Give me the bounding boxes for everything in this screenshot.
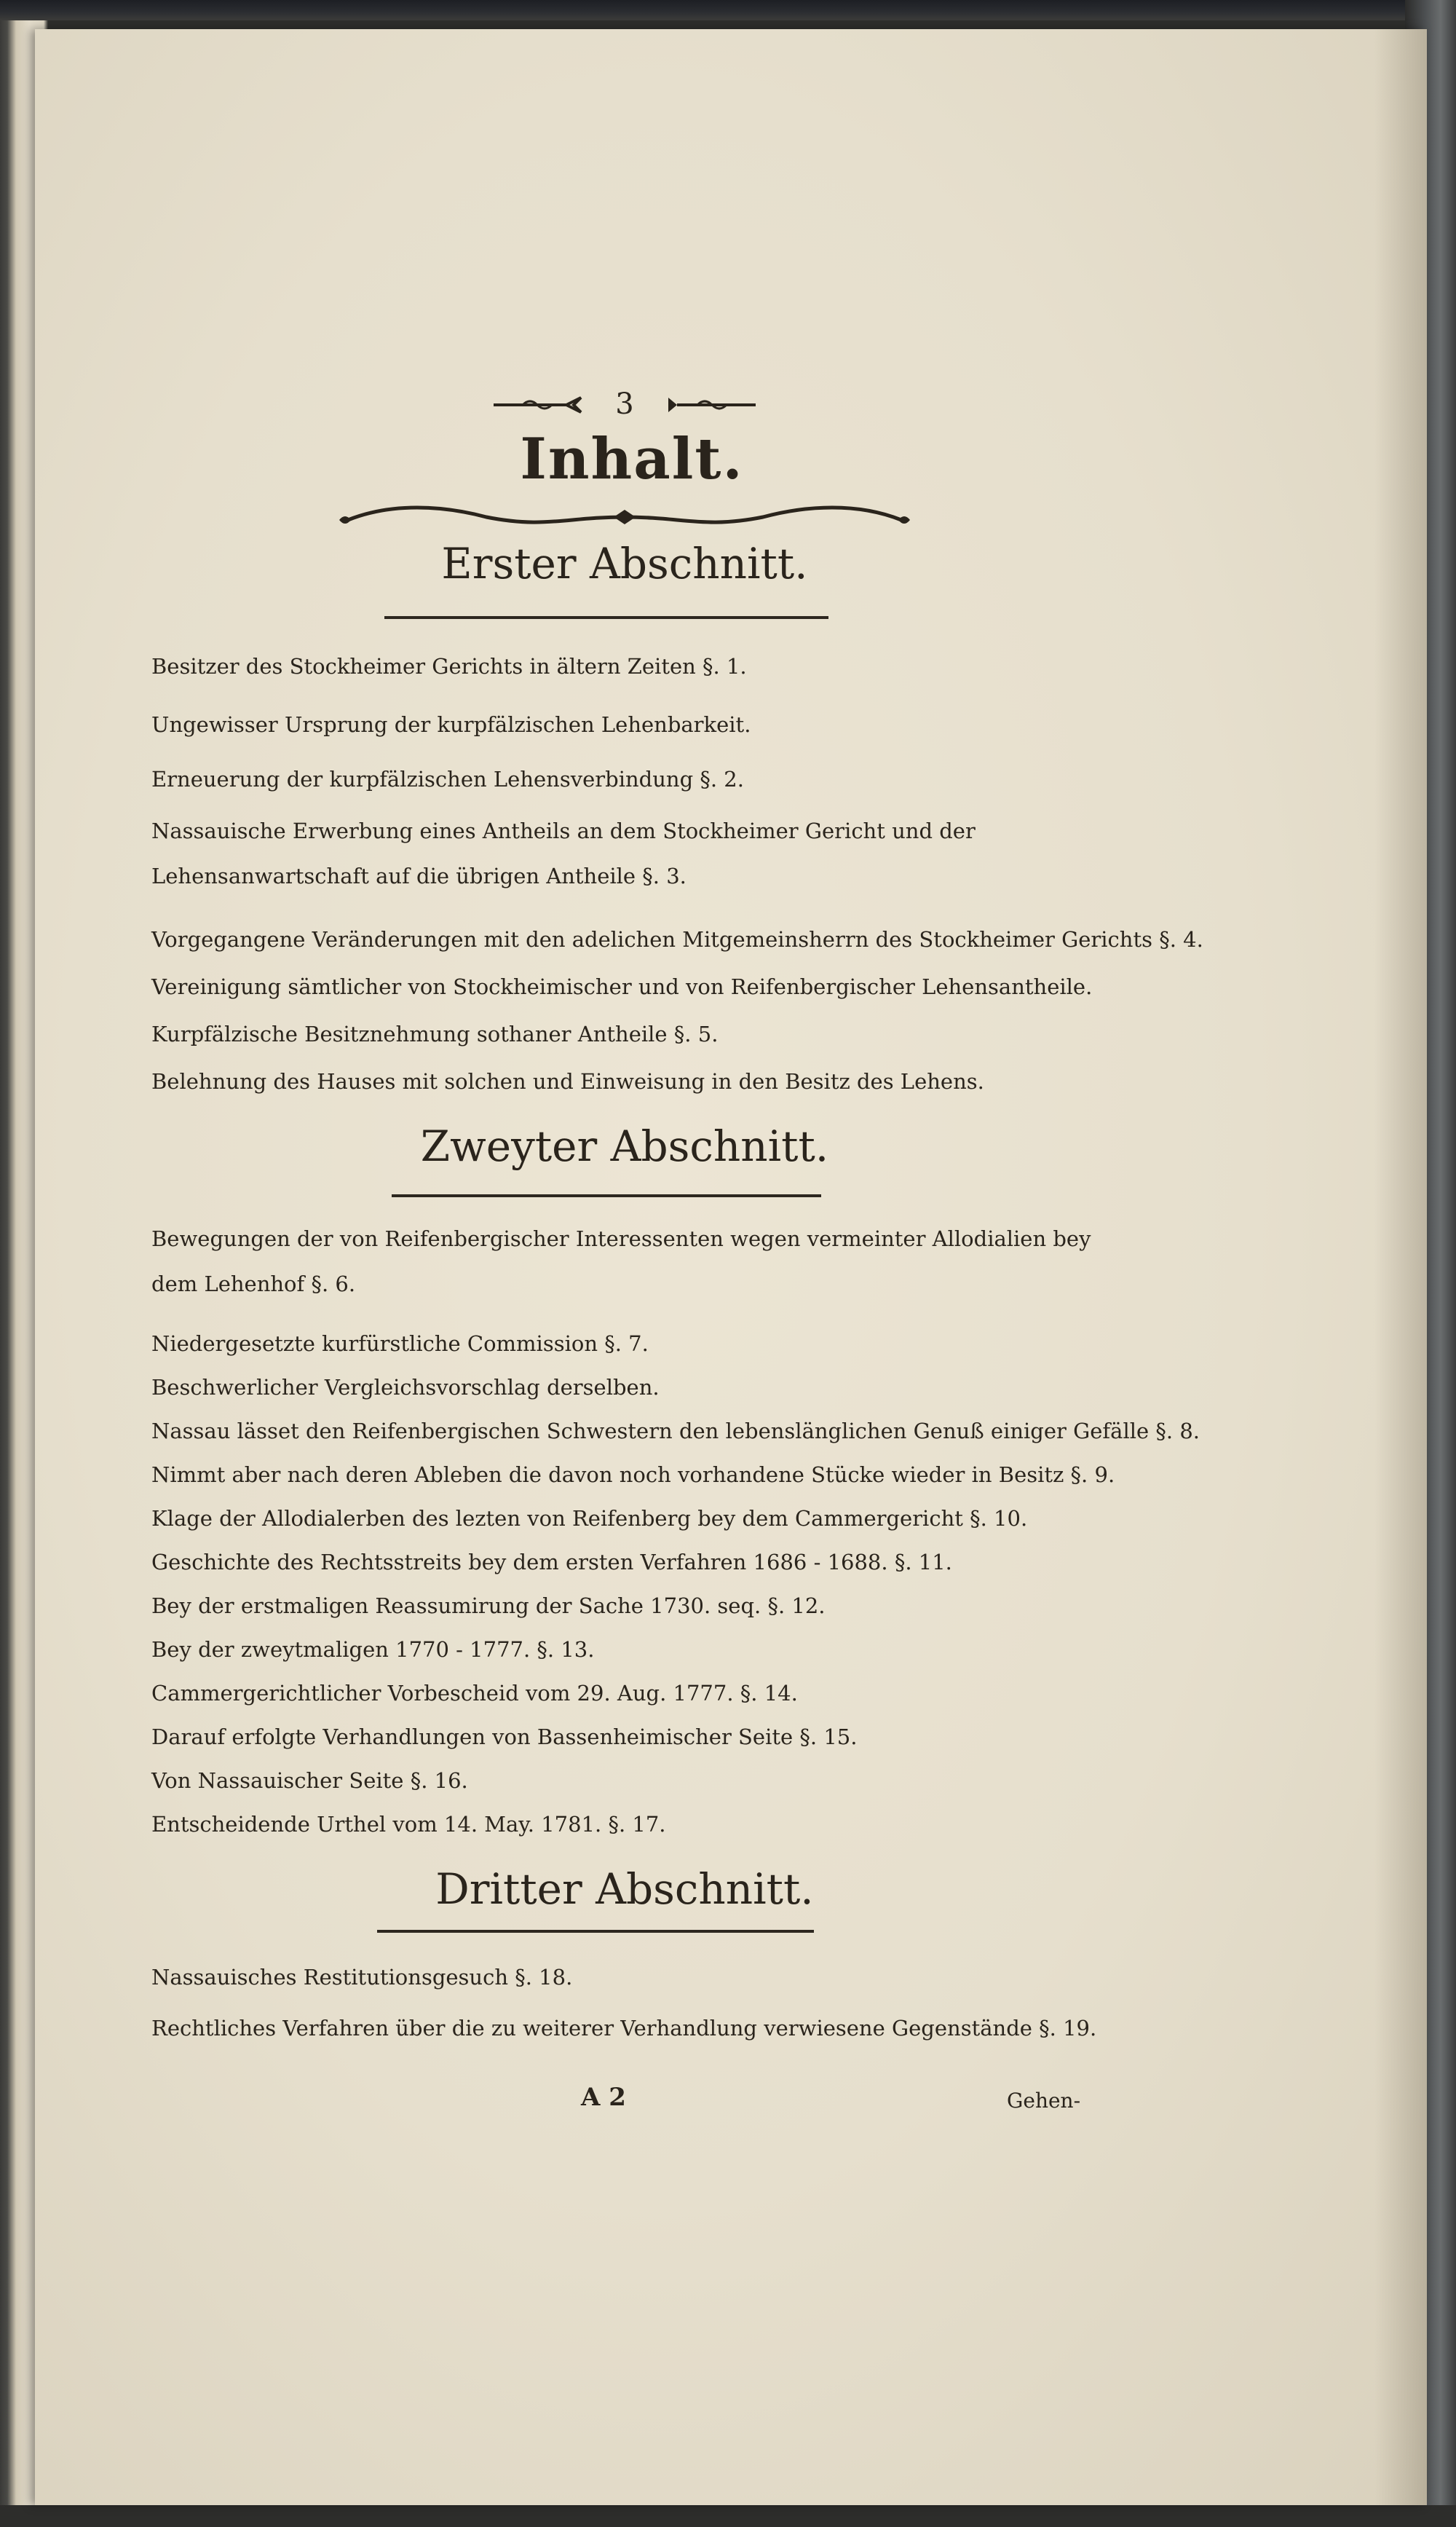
toc-entry: Nassauische Erwerbung eines Antheils an dem Stockheimer Gericht und der Lehensanwartschaft auf die übrigen Antheile §. 3.: [151, 819, 976, 888]
catchword: Gehen-: [1007, 2089, 1081, 2113]
toc-entry: Nimmt aber nach deren Ableben die davon noch vorhandene Stücke wieder in Besitz §. 9.: [151, 1462, 1115, 1487]
title-swash-ornament: [326, 495, 923, 539]
toc-entry: Bewegungen der von Reifenbergischer Interessenten wegen vermeinter Allodialien bey dem Lehenhof §. 6.: [151, 1226, 1091, 1296]
top-dark-edge: [0, 0, 1456, 20]
toc-entry: [151, 644, 1098, 688]
toc-entry: Rechtliches Verfahren über die zu weiterer Verhandlung verwiesene Gegenstände §. 19.: [151, 2016, 1097, 2041]
toc-entry: Nassau lässet den Reifenbergischen Schwestern den lebenslänglichen Genuß einiger Gefälle §. 8.: [151, 1419, 1200, 1443]
toc-entry: Von Nassauischer Seite §. 16.: [151, 1768, 468, 1793]
toc-entry: Klage der Allodialerben des lezten von Reifenberg bey dem Cammergericht §. 10.: [151, 1506, 1028, 1531]
toc-entry: Darauf erfolgte Verhandlungen von Bassenheimischer Seite §. 15.: [151, 1724, 858, 1749]
page-header: [486, 385, 763, 428]
toc-entry: Beschwerlicher Vergleichsvorschlag derselben.: [151, 1375, 660, 1400]
page-sheet: [35, 29, 1427, 2505]
toc-entry: Bey der erstmaligen Reassumirung der Sache 1730. seq. §. 12.: [151, 1593, 826, 1618]
toc-entry: Ungewisser Ursprung der kurpfälzischen Lehenbarkeit.: [151, 712, 751, 737]
toc-entry: Geschichte des Rechtsstreits bey dem ersten Verfahren 1686 - 1688. §. 11.: [151, 1550, 952, 1574]
toc-entry: Niedergesetzte kurfürstliche Commission §. 7.: [151, 1331, 649, 1356]
section-rule-2: [392, 1194, 821, 1197]
toc-entry: Bey der zweytmaligen 1770 - 1777. §. 13.: [151, 1637, 595, 1662]
page-title: Inhalt.: [520, 426, 744, 492]
toc-entry: Belehnung des Hauses mit solchen und Einweisung in den Besitz des Lehens.: [151, 1069, 984, 1094]
page-number: 3: [615, 387, 634, 421]
toc-entry: Erneuerung der kurpfälzischen Lehensverbindung §. 2.: [151, 767, 744, 792]
bottom-dark-edge: [0, 2505, 1456, 2527]
section-rule-3: [377, 1930, 814, 1933]
signature-mark: A 2: [581, 2083, 626, 2112]
toc-entry: Entscheidende Urthel vom 14. May. 1781. §. 17.: [151, 1812, 666, 1837]
section-heading-3: Dritter Abschnitt.: [435, 1864, 814, 1914]
toc-entry: Cammergerichtlicher Vorbescheid vom 29. Aug. 1777. §. 14.: [151, 1681, 798, 1706]
toc-entry-text: Besitzer des Stockheimer Gerichts in ältern Zeiten §. 1.: [151, 654, 747, 679]
section-rule-1: [384, 616, 828, 619]
toc-entry: Vereinigung sämtlicher von Stockheimischer und von Reifenbergischer Lehensantheile.: [151, 974, 1093, 999]
section-heading-2: Zweyter Abschnitt.: [420, 1121, 829, 1171]
toc-entry: Kurpfälzische Besitznehmung sothaner Antheile §. 5.: [151, 1022, 719, 1046]
section-heading-1: Erster Abschnitt.: [441, 539, 808, 588]
toc-entry: Nassauisches Restitutionsgesuch §. 18.: [151, 1965, 573, 1990]
toc-entry: Vorgegangene Veränderungen mit den adelichen Mitgemeinsherrn des Stockheimer Gerichts §. 4.: [151, 927, 1203, 952]
